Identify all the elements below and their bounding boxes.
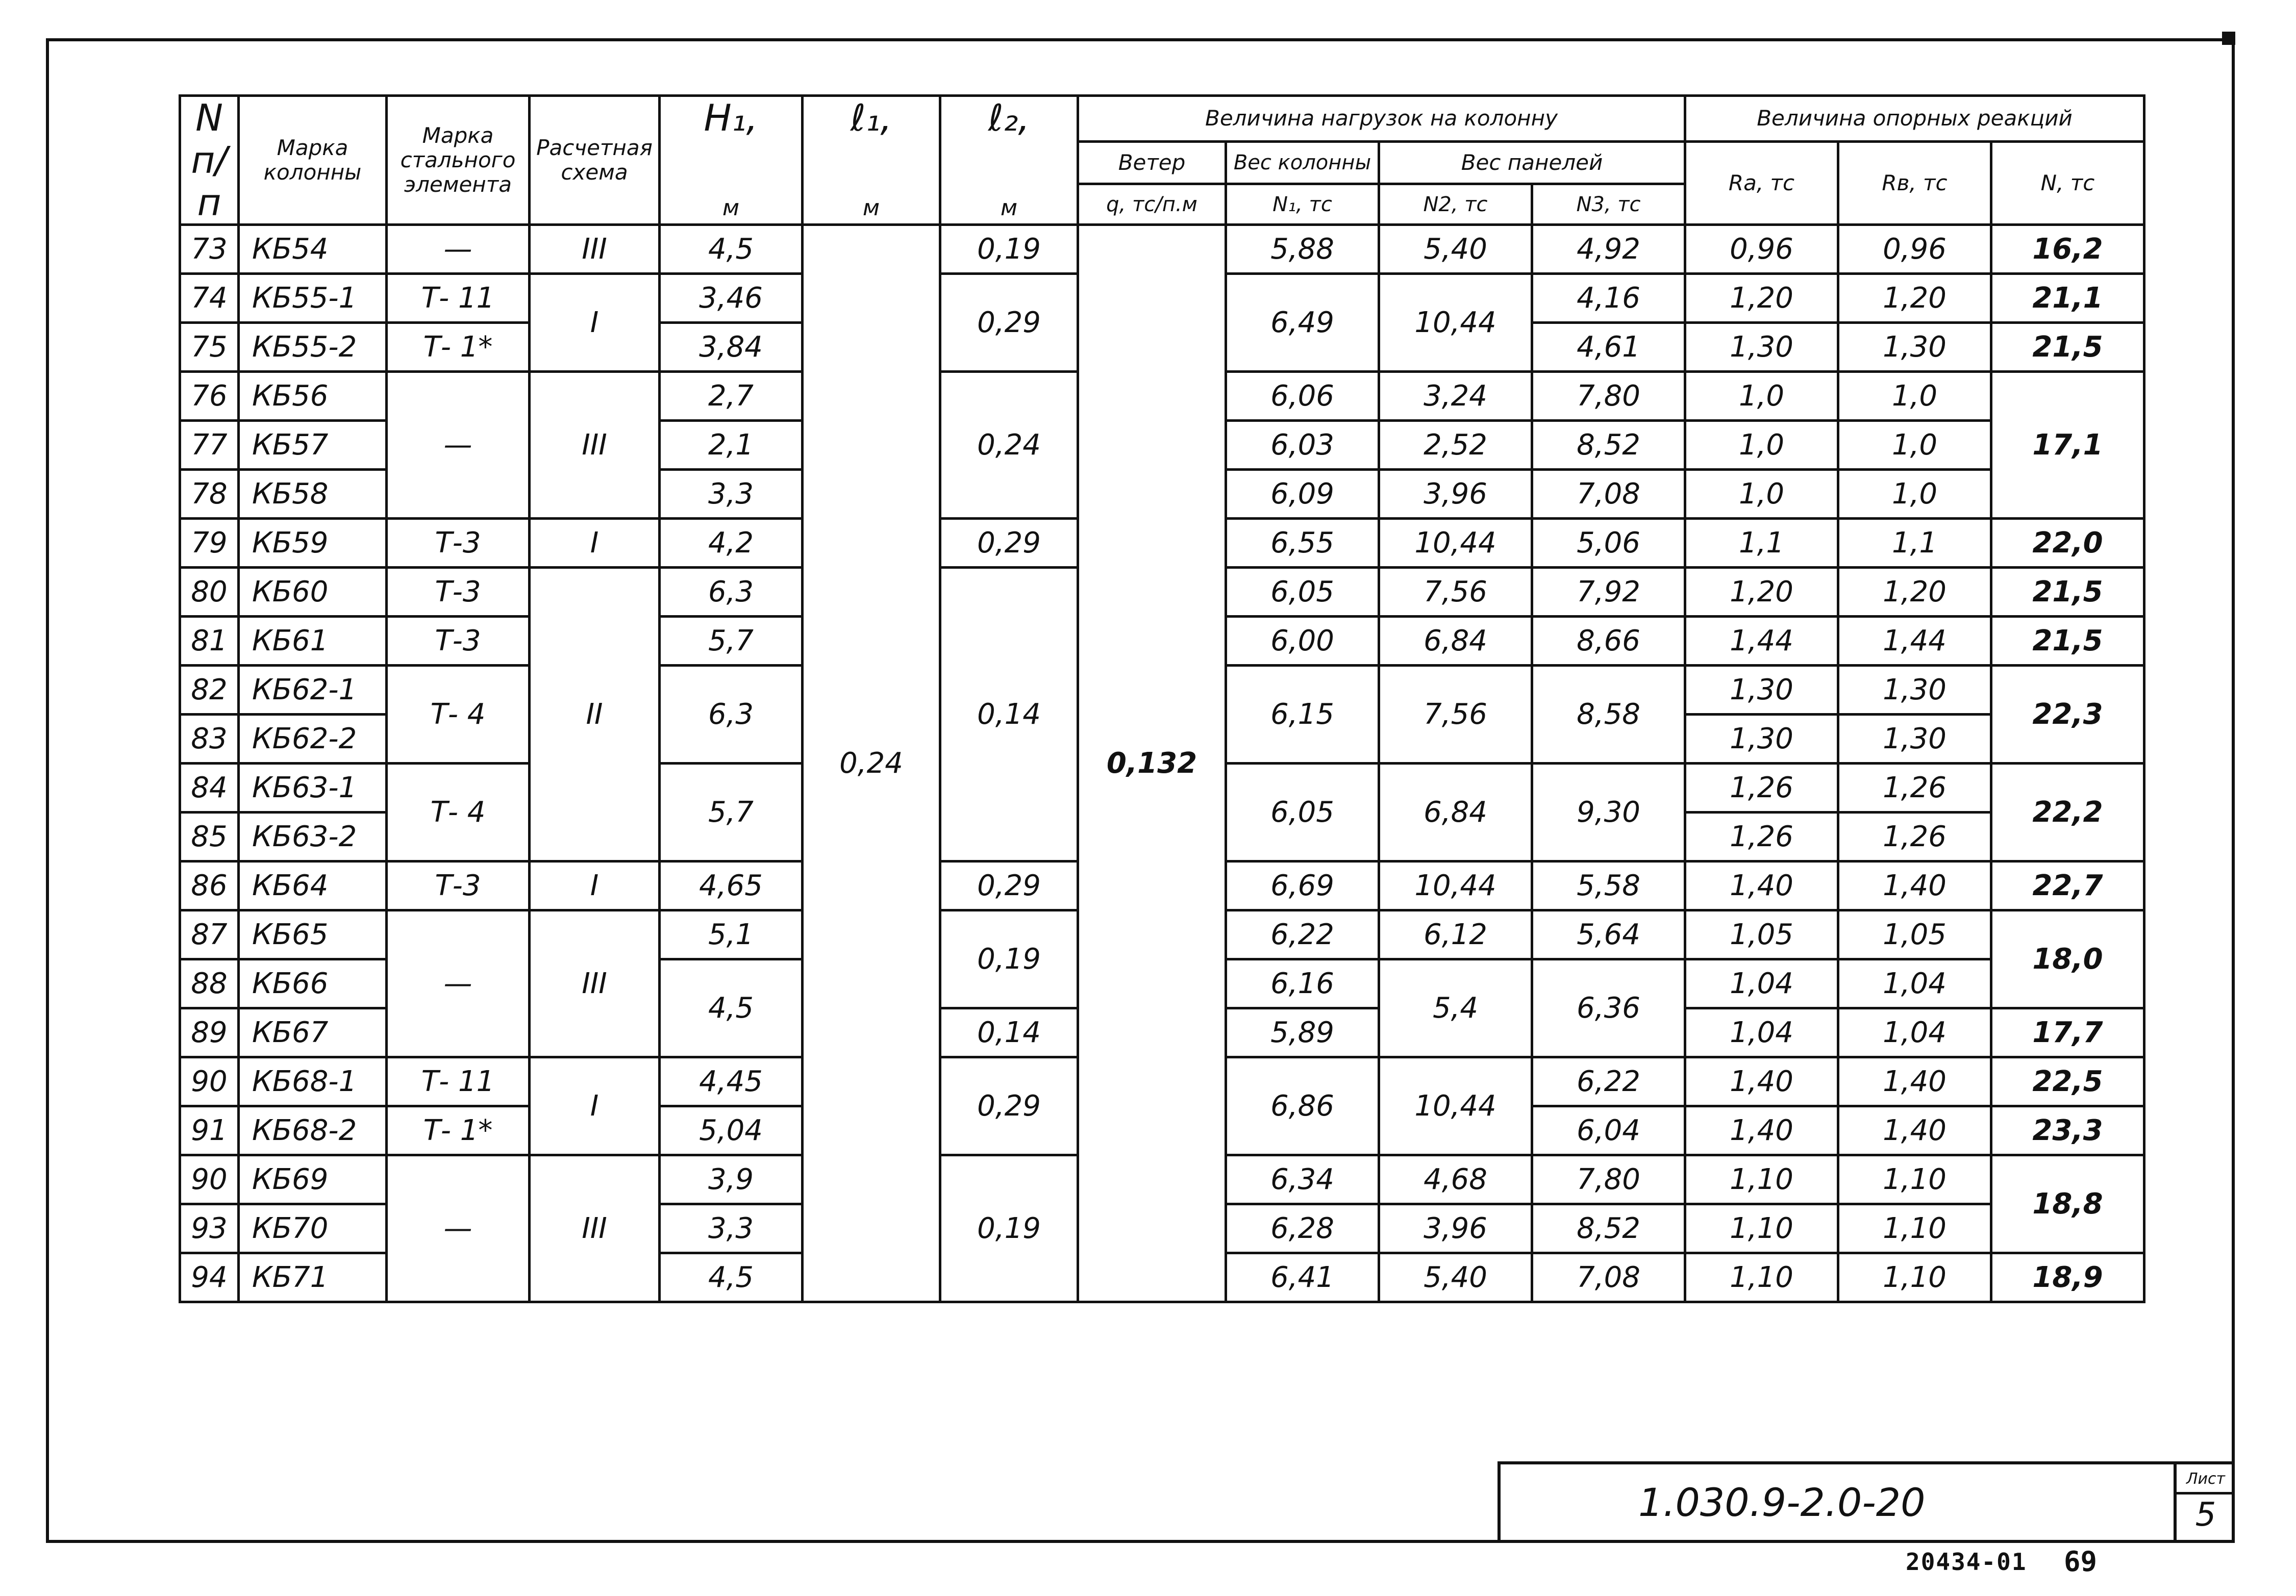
- cell-num: 73: [180, 225, 239, 274]
- cell-n3: 8,52: [1532, 421, 1685, 470]
- cell-n: 21,5: [1991, 323, 2144, 372]
- header-h1: H₁, м: [660, 96, 803, 225]
- cell-num: 93: [180, 1204, 239, 1253]
- cell-column-mark: КБ65: [239, 910, 387, 959]
- cell-column-mark: КБ59: [239, 519, 387, 568]
- cell-calc-scheme-merged: I: [530, 274, 660, 372]
- cell-h1: 2,1: [660, 421, 803, 470]
- page-number: 69: [2064, 1546, 2098, 1578]
- cell-steel-mark: Т-3: [387, 519, 530, 568]
- cell-n3: 8,66: [1532, 617, 1685, 666]
- cell-num: 94: [180, 1253, 239, 1302]
- cell-n: 21,5: [1991, 568, 2144, 617]
- cell-rb: 1,1: [1838, 519, 1991, 568]
- cell-h1: 3,3: [660, 470, 803, 519]
- cell-rb: 0,96: [1838, 225, 1991, 274]
- cell-column-mark: КБ68-2: [239, 1106, 387, 1155]
- cell-rb: 1,40: [1838, 862, 1991, 910]
- cell-column-mark: КБ57: [239, 421, 387, 470]
- header-calc-scheme: Расчетная схема: [530, 96, 660, 225]
- cell-column-mark: КБ67: [239, 1008, 387, 1057]
- cell-rb: 1,30: [1838, 323, 1991, 372]
- cell-n2: 5,40: [1379, 1253, 1532, 1302]
- cell-num: 88: [180, 959, 239, 1008]
- header-l1: ℓ₁, м: [803, 96, 940, 225]
- cell-n1: 6,06: [1226, 372, 1379, 421]
- cell-ra: 1,30: [1685, 323, 1838, 372]
- cell-calc-scheme: I: [530, 862, 660, 910]
- cell-calc-scheme-merged: III: [530, 910, 660, 1057]
- cell-n1-merged: 6,05: [1226, 764, 1379, 862]
- cell-ra: 1,10: [1685, 1155, 1838, 1204]
- cell-steel-mark: Т-3: [387, 568, 530, 617]
- cell-calc-scheme: III: [530, 225, 660, 274]
- cell-h1: 3,46: [660, 274, 803, 323]
- header-l2: ℓ₂, м: [940, 96, 1078, 225]
- cell-n2: 4,68: [1379, 1155, 1532, 1204]
- cell-h1: 5,1: [660, 910, 803, 959]
- cell-ra: 1,40: [1685, 1057, 1838, 1106]
- cell-column-mark: КБ68-1: [239, 1057, 387, 1106]
- cell-h1-merged: 6,3: [660, 666, 803, 764]
- cell-h1: 3,3: [660, 1204, 803, 1253]
- cell-calc-scheme-merged: III: [530, 1155, 660, 1302]
- cell-num: 76: [180, 372, 239, 421]
- cell-num: 90: [180, 1155, 239, 1204]
- cell-column-mark: КБ55-2: [239, 323, 387, 372]
- cell-steel-mark: Т- 1*: [387, 1106, 530, 1155]
- cell-n2: 3,96: [1379, 1204, 1532, 1253]
- cell-steel-mark: Т-3: [387, 617, 530, 666]
- cell-n: 22,5: [1991, 1057, 2144, 1106]
- cell-n: 23,3: [1991, 1106, 2144, 1155]
- cell-rb: 1,0: [1838, 421, 1991, 470]
- header-column-mark: Марка колонны: [239, 96, 387, 225]
- header-column-weight: Вес колонны: [1226, 142, 1379, 184]
- cell-n3: 4,92: [1532, 225, 1685, 274]
- archive-number: 20434-01: [1906, 1548, 2027, 1576]
- header-num: N п/п: [180, 96, 239, 225]
- cell-ra: 1,20: [1685, 568, 1838, 617]
- cell-n2: 6,12: [1379, 910, 1532, 959]
- cell-n3: 7,80: [1532, 372, 1685, 421]
- cell-ra: 1,40: [1685, 1106, 1838, 1155]
- cell-column-mark: КБ58: [239, 470, 387, 519]
- cell-l2-merged: 0,19: [940, 910, 1078, 1008]
- cell-column-mark: КБ63-2: [239, 813, 387, 862]
- cell-column-mark: КБ61: [239, 617, 387, 666]
- cell-h1: 3,84: [660, 323, 803, 372]
- cell-ra: 1,10: [1685, 1253, 1838, 1302]
- cell-column-mark: КБ69: [239, 1155, 387, 1204]
- cell-ra: 1,0: [1685, 421, 1838, 470]
- cell-n1-merged: 6,49: [1226, 274, 1379, 372]
- cell-column-mark: КБ62-2: [239, 715, 387, 764]
- cell-n1-merged: 6,15: [1226, 666, 1379, 764]
- sheet-number: 5: [2195, 1496, 2216, 1534]
- cell-n3: 4,16: [1532, 274, 1685, 323]
- cell-rb: 1,20: [1838, 274, 1991, 323]
- cell-num: 78: [180, 470, 239, 519]
- cell-num: 91: [180, 1106, 239, 1155]
- cell-rb: 1,10: [1838, 1155, 1991, 1204]
- cell-h1: 5,04: [660, 1106, 803, 1155]
- column-loads-table: [179, 94, 2145, 1303]
- cell-l2-merged: 0,29: [940, 1057, 1078, 1155]
- cell-h1: 4,45: [660, 1057, 803, 1106]
- cell-rb: 1,10: [1838, 1204, 1991, 1253]
- cell-n-merged: 18,8: [1991, 1155, 2144, 1253]
- cell-n1: 6,41: [1226, 1253, 1379, 1302]
- cell-steel-mark-merged: Т- 4: [387, 666, 530, 764]
- cell-n2: 6,84: [1379, 617, 1532, 666]
- header-panels-weight: Вес панелей: [1379, 142, 1685, 184]
- cell-num: 84: [180, 764, 239, 813]
- cell-steel-mark: Т- 11: [387, 274, 530, 323]
- cell-n1: 6,16: [1226, 959, 1379, 1008]
- cell-ra: 1,40: [1685, 862, 1838, 910]
- cell-h1: 6,3: [660, 568, 803, 617]
- header-loads-group: Величина нагрузок на колонну: [1078, 96, 1685, 142]
- cell-n1: 6,69: [1226, 862, 1379, 910]
- cell-column-mark: КБ56: [239, 372, 387, 421]
- cell-n1-merged: 6,86: [1226, 1057, 1379, 1155]
- header-steel-mark: Марка стального элемента: [387, 96, 530, 225]
- cell-ra: 1,0: [1685, 470, 1838, 519]
- cell-n3: 7,80: [1532, 1155, 1685, 1204]
- document-code: 1.030.9-2.0-20: [1638, 1480, 1926, 1525]
- cell-num: 74: [180, 274, 239, 323]
- cell-n2-merged: 5,4: [1379, 959, 1532, 1057]
- cell-n2: 5,40: [1379, 225, 1532, 274]
- cell-h1-merged: 5,7: [660, 764, 803, 862]
- cell-num: 89: [180, 1008, 239, 1057]
- cell-h1: 5,7: [660, 617, 803, 666]
- sheet-label: Лист: [2177, 1466, 2235, 1494]
- corner-mark: [2222, 32, 2235, 45]
- cell-rb: 1,04: [1838, 959, 1991, 1008]
- cell-steel-mark: Т- 11: [387, 1057, 530, 1106]
- cell-n: 17,7: [1991, 1008, 2144, 1057]
- cell-rb: 1,0: [1838, 372, 1991, 421]
- header-wind-q: q, тс/п.м: [1078, 184, 1226, 225]
- cell-steel-mark-merged: —: [387, 372, 530, 519]
- cell-h1: 4,5: [660, 225, 803, 274]
- cell-rb: 1,05: [1838, 910, 1991, 959]
- cell-l2: 0,19: [940, 225, 1078, 274]
- cell-wind-q-merged: 0,132: [1078, 225, 1226, 1302]
- cell-rb: 1,04: [1838, 1008, 1991, 1057]
- cell-n2-merged: 10,44: [1379, 274, 1532, 372]
- cell-n3: 5,58: [1532, 862, 1685, 910]
- cell-n3: 6,22: [1532, 1057, 1685, 1106]
- cell-n2: 10,44: [1379, 519, 1532, 568]
- header-ra: Ra, тс: [1685, 142, 1838, 225]
- cell-h1: 4,2: [660, 519, 803, 568]
- cell-n3: 6,04: [1532, 1106, 1685, 1155]
- cell-rb: 1,20: [1838, 568, 1991, 617]
- cell-n3: 4,61: [1532, 323, 1685, 372]
- cell-l2-merged: 0,24: [940, 372, 1078, 519]
- cell-column-mark: КБ70: [239, 1204, 387, 1253]
- cell-n1: 6,55: [1226, 519, 1379, 568]
- cell-column-mark: КБ62-1: [239, 666, 387, 715]
- cell-n3: 7,92: [1532, 568, 1685, 617]
- header-wind: Ветер: [1078, 142, 1226, 184]
- cell-n1: 6,05: [1226, 568, 1379, 617]
- cell-n: 22,0: [1991, 519, 2144, 568]
- cell-rb: 1,10: [1838, 1253, 1991, 1302]
- cell-rb: 1,30: [1838, 715, 1991, 764]
- cell-ra: 0,96: [1685, 225, 1838, 274]
- cell-n1: 6,34: [1226, 1155, 1379, 1204]
- cell-n1: 6,03: [1226, 421, 1379, 470]
- cell-l2-merged: 0,19: [940, 1155, 1078, 1302]
- cell-n-merged: 18,0: [1991, 910, 2144, 1008]
- column-loads-table-wrapper: [179, 94, 2145, 1303]
- cell-h1-merged: 4,5: [660, 959, 803, 1057]
- cell-rb: 1,26: [1838, 813, 1991, 862]
- cell-num: 87: [180, 910, 239, 959]
- cell-n3: 5,64: [1532, 910, 1685, 959]
- cell-ra: 1,26: [1685, 813, 1838, 862]
- cell-ra: 1,44: [1685, 617, 1838, 666]
- cell-n1: 6,09: [1226, 470, 1379, 519]
- cell-column-mark: КБ55-1: [239, 274, 387, 323]
- cell-steel-mark: Т- 1*: [387, 323, 530, 372]
- cell-num: 80: [180, 568, 239, 617]
- cell-num: 90: [180, 1057, 239, 1106]
- cell-calc-scheme-merged: II: [530, 568, 660, 862]
- cell-ra: 1,05: [1685, 910, 1838, 959]
- cell-ra: 1,26: [1685, 764, 1838, 813]
- cell-num: 86: [180, 862, 239, 910]
- cell-ra: 1,0: [1685, 372, 1838, 421]
- cell-l2-merged: 0,29: [940, 274, 1078, 372]
- cell-rb: 1,40: [1838, 1106, 1991, 1155]
- cell-num: 85: [180, 813, 239, 862]
- cell-ra: 1,04: [1685, 1008, 1838, 1057]
- cell-column-mark: КБ60: [239, 568, 387, 617]
- cell-num: 77: [180, 421, 239, 470]
- cell-h1: 3,9: [660, 1155, 803, 1204]
- sheet-box: [2174, 1464, 2235, 1543]
- header-n1: N₁, тс: [1226, 184, 1379, 225]
- cell-n2-merged: 10,44: [1379, 1057, 1532, 1155]
- cell-l2-merged: 0,14: [940, 568, 1078, 862]
- cell-n2: 7,56: [1379, 568, 1532, 617]
- cell-column-mark: КБ64: [239, 862, 387, 910]
- cell-steel-mark-merged: —: [387, 1155, 530, 1302]
- cell-steel-mark: Т-3: [387, 862, 530, 910]
- cell-n-merged: 22,3: [1991, 666, 2144, 764]
- cell-steel-mark-merged: —: [387, 910, 530, 1057]
- cell-num: 79: [180, 519, 239, 568]
- cell-rb: 1,40: [1838, 1057, 1991, 1106]
- cell-n2: 2,52: [1379, 421, 1532, 470]
- cell-n1: 6,00: [1226, 617, 1379, 666]
- cell-n3: 7,08: [1532, 1253, 1685, 1302]
- cell-num: 83: [180, 715, 239, 764]
- cell-n3: 8,52: [1532, 1204, 1685, 1253]
- cell-n: 18,9: [1991, 1253, 2144, 1302]
- cell-n2-merged: 6,84: [1379, 764, 1532, 862]
- cell-ra: 1,04: [1685, 959, 1838, 1008]
- cell-steel-mark-merged: Т- 4: [387, 764, 530, 862]
- header-n3: N3, тс: [1532, 184, 1685, 225]
- cell-ra: 1,1: [1685, 519, 1838, 568]
- cell-n-merged: 22,2: [1991, 764, 2144, 862]
- cell-h1: 2,7: [660, 372, 803, 421]
- cell-h1: 4,65: [660, 862, 803, 910]
- cell-column-mark: КБ66: [239, 959, 387, 1008]
- cell-n2-merged: 7,56: [1379, 666, 1532, 764]
- cell-n1: 6,22: [1226, 910, 1379, 959]
- cell-ra: 1,30: [1685, 666, 1838, 715]
- cell-n3: 5,06: [1532, 519, 1685, 568]
- cell-column-mark: КБ54: [239, 225, 387, 274]
- cell-n: 21,5: [1991, 617, 2144, 666]
- cell-n3: 7,08: [1532, 470, 1685, 519]
- cell-l2: 0,29: [940, 862, 1078, 910]
- cell-rb: 1,44: [1838, 617, 1991, 666]
- cell-n2: 3,24: [1379, 372, 1532, 421]
- cell-n1: 5,89: [1226, 1008, 1379, 1057]
- header-n2: N2, тс: [1379, 184, 1532, 225]
- cell-n1: 5,88: [1226, 225, 1379, 274]
- cell-n3-merged: 6,36: [1532, 959, 1685, 1057]
- header-rb: Rв, тс: [1838, 142, 1991, 225]
- cell-rb: 1,30: [1838, 666, 1991, 715]
- cell-l2: 0,14: [940, 1008, 1078, 1057]
- cell-ra: 1,20: [1685, 274, 1838, 323]
- cell-steel-mark: —: [387, 225, 530, 274]
- cell-calc-scheme-merged: III: [530, 372, 660, 519]
- cell-l1-merged: 0,24: [803, 225, 940, 1302]
- cell-column-mark: КБ71: [239, 1253, 387, 1302]
- cell-n: 16,2: [1991, 225, 2144, 274]
- cell-num: 82: [180, 666, 239, 715]
- cell-rb: 1,0: [1838, 470, 1991, 519]
- cell-num: 75: [180, 323, 239, 372]
- cell-n: 21,1: [1991, 274, 2144, 323]
- cell-n1: 6,28: [1226, 1204, 1379, 1253]
- cell-n2: 3,96: [1379, 470, 1532, 519]
- header-reactions-group: Величина опорных реакций: [1685, 96, 2144, 142]
- cell-l2: 0,29: [940, 519, 1078, 568]
- cell-n3-merged: 8,58: [1532, 666, 1685, 764]
- header-n: N, тс: [1991, 142, 2144, 225]
- cell-n: 22,7: [1991, 862, 2144, 910]
- cell-column-mark: КБ63-1: [239, 764, 387, 813]
- cell-n3-merged: 9,30: [1532, 764, 1685, 862]
- title-block-stamp: [1498, 1461, 2235, 1543]
- cell-calc-scheme-merged: I: [530, 1057, 660, 1155]
- cell-n2: 10,44: [1379, 862, 1532, 910]
- cell-ra: 1,10: [1685, 1204, 1838, 1253]
- cell-rb: 1,26: [1838, 764, 1991, 813]
- cell-ra: 1,30: [1685, 715, 1838, 764]
- cell-calc-scheme: I: [530, 519, 660, 568]
- cell-num: 81: [180, 617, 239, 666]
- cell-n-merged: 17,1: [1991, 372, 2144, 519]
- cell-h1: 4,5: [660, 1253, 803, 1302]
